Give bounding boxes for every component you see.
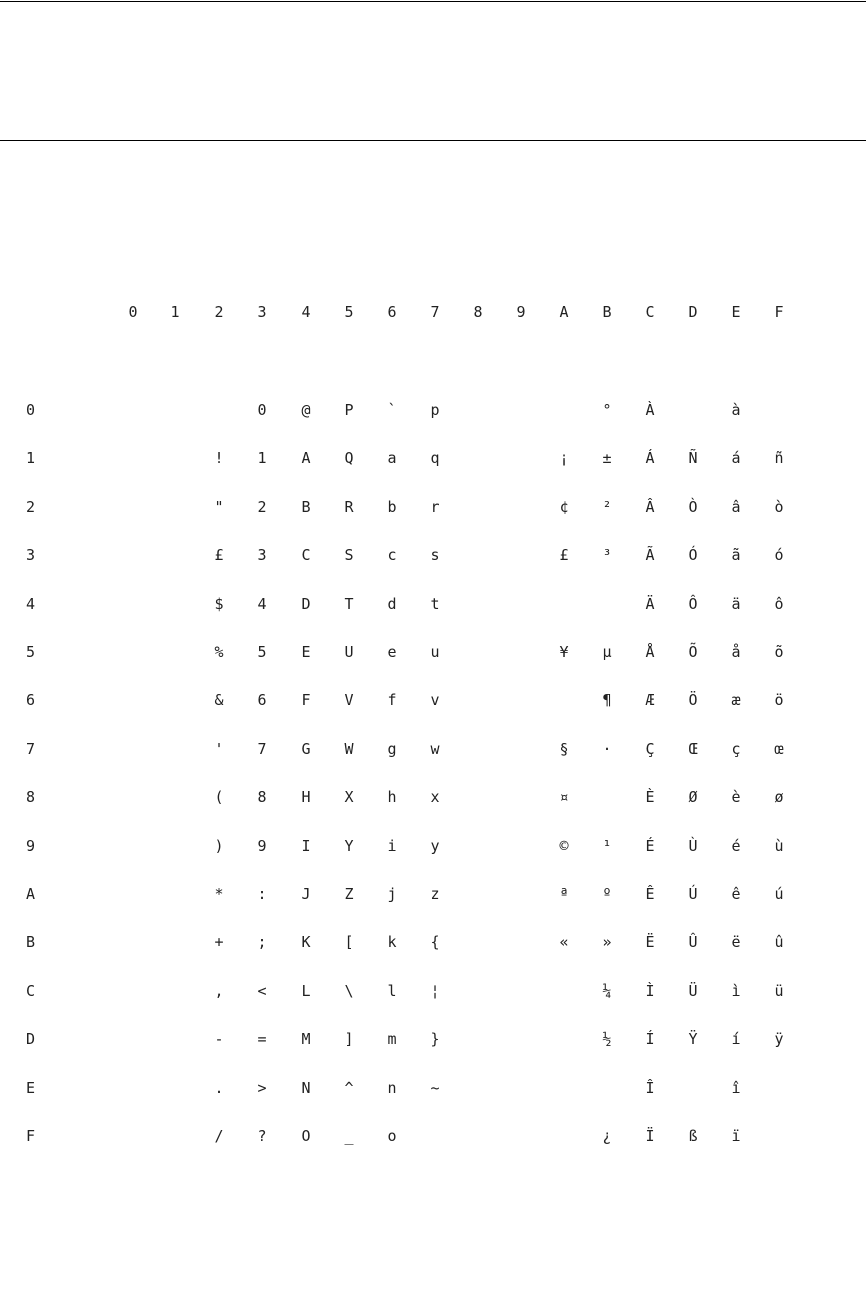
glyph-cell-f5: _ [344, 1127, 354, 1145]
glyph-cell-9b: ¹ [602, 837, 612, 855]
glyph-cell-37: s [430, 546, 440, 564]
glyph-cell-34: C [301, 546, 311, 564]
glyph-cell-ba: « [559, 933, 569, 951]
glyph-cell-5b: µ [602, 643, 612, 661]
glyph-cell-fe: ï [731, 1127, 741, 1145]
row-label-8: 8 [26, 788, 36, 806]
glyph-cell-67: v [430, 691, 440, 709]
glyph-cell-1e: á [731, 449, 741, 467]
glyph-cell-5a: ¥ [559, 643, 569, 661]
glyph-cell-1d: Ñ [688, 449, 698, 467]
glyph-cell-2c: Â [645, 498, 655, 516]
column-header-3: 3 [257, 303, 267, 321]
glyph-cell-1f: ñ [774, 449, 784, 467]
glyph-cell-b4: K [301, 933, 311, 951]
glyph-cell-96: i [387, 837, 397, 855]
glyph-cell-aa: ª [559, 885, 569, 903]
glyph-cell-c3: < [257, 982, 267, 1000]
glyph-cell-f6: o [387, 1127, 397, 1145]
glyph-cell-5d: Õ [688, 643, 698, 661]
glyph-cell-f4: O [301, 1127, 311, 1145]
glyph-cell-06: ` [387, 401, 397, 419]
column-header-6: 6 [387, 303, 397, 321]
glyph-cell-7e: ç [731, 740, 741, 758]
glyph-cell-2e: â [731, 498, 741, 516]
glyph-cell-27: r [430, 498, 440, 516]
column-header-7: 7 [430, 303, 440, 321]
row-label-1: 1 [26, 449, 36, 467]
glyph-cell-4f: ô [774, 595, 784, 613]
glyph-cell-5f: õ [774, 643, 784, 661]
glyph-cell-52: % [214, 643, 224, 661]
glyph-cell-b2: + [214, 933, 224, 951]
glyph-cell-0c: À [645, 401, 655, 419]
column-header-0: 0 [128, 303, 138, 321]
glyph-cell-36: c [387, 546, 397, 564]
glyph-cell-75: W [344, 740, 354, 758]
glyph-cell-3c: Ã [645, 546, 655, 564]
glyph-cell-b5: [ [344, 933, 354, 951]
glyph-cell-e5: ^ [344, 1079, 354, 1097]
glyph-cell-12: ! [214, 449, 224, 467]
glyph-cell-f2: / [214, 1127, 224, 1145]
glyph-cell-cb: ¼ [602, 982, 612, 1000]
glyph-cell-74: G [301, 740, 311, 758]
glyph-cell-a4: J [301, 885, 311, 903]
glyph-cell-72: ' [214, 740, 224, 758]
glyph-cell-9c: É [645, 837, 655, 855]
glyph-cell-66: f [387, 691, 397, 709]
glyph-cell-64: F [301, 691, 311, 709]
glyph-cell-a3: : [257, 885, 267, 903]
glyph-cell-57: u [430, 643, 440, 661]
glyph-cell-35: S [344, 546, 354, 564]
glyph-cell-6b: ¶ [602, 691, 612, 709]
glyph-cell-c2: , [214, 982, 224, 1000]
glyph-cell-b3: ; [257, 933, 267, 951]
glyph-cell-54: E [301, 643, 311, 661]
glyph-cell-9e: é [731, 837, 741, 855]
glyph-cell-04: @ [301, 401, 311, 419]
glyph-cell-42: $ [214, 595, 224, 613]
glyph-cell-3a: £ [559, 546, 569, 564]
glyph-cell-16: a [387, 449, 397, 467]
row-label-3: 3 [26, 546, 36, 564]
glyph-cell-6e: æ [731, 691, 741, 709]
glyph-cell-3f: ó [774, 546, 784, 564]
glyph-cell-fb: ¿ [602, 1127, 612, 1145]
glyph-cell-a2: * [214, 885, 224, 903]
glyph-cell-5c: Å [645, 643, 655, 661]
glyph-cell-24: B [301, 498, 311, 516]
glyph-cell-bd: Û [688, 933, 698, 951]
glyph-cell-7f: œ [774, 740, 784, 758]
glyph-cell-d2: - [214, 1030, 224, 1048]
glyph-cell-3d: Ó [688, 546, 698, 564]
glyph-cell-1b: ± [602, 449, 612, 467]
glyph-cell-3b: ³ [602, 546, 612, 564]
glyph-cell-ee: î [731, 1079, 741, 1097]
glyph-cell-cd: Ü [688, 982, 698, 1000]
row-label-f: F [26, 1127, 36, 1145]
glyph-cell-76: g [387, 740, 397, 758]
glyph-cell-56: e [387, 643, 397, 661]
glyph-cell-95: Y [344, 837, 354, 855]
glyph-cell-73: 7 [257, 740, 267, 758]
glyph-cell-2b: ² [602, 498, 612, 516]
glyph-cell-e4: N [301, 1079, 311, 1097]
column-header-f: F [774, 303, 784, 321]
glyph-cell-44: D [301, 595, 311, 613]
glyph-cell-ce: ì [731, 982, 741, 1000]
glyph-cell-ab: º [602, 885, 612, 903]
column-header-b: B [602, 303, 612, 321]
glyph-cell-df: ÿ [774, 1030, 784, 1048]
glyph-cell-e3: > [257, 1079, 267, 1097]
glyph-cell-ad: Ú [688, 885, 698, 903]
glyph-cell-c7: ¦ [430, 982, 440, 1000]
glyph-cell-86: h [387, 788, 397, 806]
column-header-1: 1 [170, 303, 180, 321]
glyph-cell-4d: Ô [688, 595, 698, 613]
glyph-cell-dc: Í [645, 1030, 655, 1048]
glyph-cell-cf: ü [774, 982, 784, 1000]
glyph-cell-55: U [344, 643, 354, 661]
glyph-cell-a6: j [387, 885, 397, 903]
glyph-cell-3e: ã [731, 546, 741, 564]
glyph-cell-8f: ø [774, 788, 784, 806]
glyph-cell-46: d [387, 595, 397, 613]
column-header-d: D [688, 303, 698, 321]
row-label-5: 5 [26, 643, 36, 661]
glyph-cell-e6: n [387, 1079, 397, 1097]
column-header-2: 2 [214, 303, 224, 321]
glyph-cell-8c: È [645, 788, 655, 806]
glyph-cell-1c: Á [645, 449, 655, 467]
glyph-cell-94: I [301, 837, 311, 855]
glyph-cell-83: 8 [257, 788, 267, 806]
row-label-9: 9 [26, 837, 36, 855]
glyph-cell-de: í [731, 1030, 741, 1048]
glyph-cell-33: 3 [257, 546, 267, 564]
glyph-cell-7d: Œ [688, 740, 698, 758]
glyph-cell-32: £ [214, 546, 224, 564]
glyph-cell-63: 6 [257, 691, 267, 709]
glyph-cell-87: x [430, 788, 440, 806]
row-label-e: E [26, 1079, 36, 1097]
glyph-cell-62: & [214, 691, 224, 709]
glyph-cell-c4: L [301, 982, 311, 1000]
row-label-0: 0 [26, 401, 36, 419]
glyph-cell-15: Q [344, 449, 354, 467]
glyph-cell-c5: \ [344, 982, 354, 1000]
glyph-cell-bf: û [774, 933, 784, 951]
glyph-cell-ec: Î [645, 1079, 655, 1097]
column-header-e: E [731, 303, 741, 321]
glyph-cell-13: 1 [257, 449, 267, 467]
glyph-cell-fc: Ï [645, 1127, 655, 1145]
glyph-cell-bc: Ë [645, 933, 655, 951]
glyph-cell-6f: ö [774, 691, 784, 709]
glyph-cell-47: t [430, 595, 440, 613]
glyph-cell-43: 4 [257, 595, 267, 613]
glyph-cell-25: R [344, 498, 354, 516]
glyph-cell-97: y [430, 837, 440, 855]
column-header-8: 8 [473, 303, 483, 321]
glyph-cell-14: A [301, 449, 311, 467]
glyph-cell-cc: Ì [645, 982, 655, 1000]
glyph-cell-65: V [344, 691, 354, 709]
glyph-cell-fd: ß [688, 1127, 698, 1145]
glyph-cell-7c: Ç [645, 740, 655, 758]
column-header-5: 5 [344, 303, 354, 321]
glyph-cell-e2: . [214, 1079, 224, 1097]
glyph-cell-85: X [344, 788, 354, 806]
glyph-cell-9a: © [559, 837, 569, 855]
glyph-cell-b7: { [430, 933, 440, 951]
glyph-cell-26: b [387, 498, 397, 516]
glyph-cell-92: ) [214, 837, 224, 855]
column-header-4: 4 [301, 303, 311, 321]
row-label-d: D [26, 1030, 36, 1048]
glyph-cell-d3: = [257, 1030, 267, 1048]
row-label-6: 6 [26, 691, 36, 709]
glyph-cell-03: 0 [257, 401, 267, 419]
glyph-cell-93: 9 [257, 837, 267, 855]
glyph-cell-6d: Ö [688, 691, 698, 709]
glyph-cell-ae: ê [731, 885, 741, 903]
glyph-cell-d7: } [430, 1030, 440, 1048]
glyph-cell-dd: Ÿ [688, 1030, 698, 1048]
glyph-cell-82: ( [214, 788, 224, 806]
glyph-cell-8a: ¤ [559, 788, 569, 806]
glyph-cell-af: ú [774, 885, 784, 903]
glyph-cell-f3: ? [257, 1127, 267, 1145]
glyph-cell-9f: ù [774, 837, 784, 855]
glyph-cell-db: ½ [602, 1030, 612, 1048]
glyph-cell-a5: Z [344, 885, 354, 903]
glyph-cell-4c: Ä [645, 595, 655, 613]
glyph-cell-a7: z [430, 885, 440, 903]
row-label-c: C [26, 982, 36, 1000]
glyph-cell-5e: å [731, 643, 741, 661]
glyph-cell-9d: Ù [688, 837, 698, 855]
column-header-9: 9 [516, 303, 526, 321]
glyph-cell-7b: · [602, 740, 612, 758]
glyph-cell-7a: § [559, 740, 569, 758]
row-label-2: 2 [26, 498, 36, 516]
row-label-4: 4 [26, 595, 36, 613]
glyph-cell-23: 2 [257, 498, 267, 516]
glyph-cell-0e: à [731, 401, 741, 419]
glyph-cell-77: w [430, 740, 440, 758]
glyph-cell-2d: Ò [688, 498, 698, 516]
glyph-cell-22: " [214, 498, 224, 516]
column-header-c: C [645, 303, 655, 321]
glyph-cell-b6: k [387, 933, 397, 951]
glyph-cell-45: T [344, 595, 354, 613]
row-label-a: A [26, 885, 36, 903]
glyph-cell-17: q [430, 449, 440, 467]
row-label-b: B [26, 933, 36, 951]
glyph-cell-d4: M [301, 1030, 311, 1048]
glyph-cell-ac: Ê [645, 885, 655, 903]
row-label-7: 7 [26, 740, 36, 758]
glyph-cell-1a: ¡ [559, 449, 569, 467]
glyph-cell-be: ë [731, 933, 741, 951]
glyph-cell-53: 5 [257, 643, 267, 661]
glyph-cell-07: p [430, 401, 440, 419]
glyph-cell-6c: Æ [645, 691, 655, 709]
glyph-cell-d5: ] [344, 1030, 354, 1048]
glyph-cell-05: P [344, 401, 354, 419]
glyph-cell-4e: ä [731, 595, 741, 613]
glyph-cell-8d: Ø [688, 788, 698, 806]
glyph-cell-0b: ° [602, 401, 612, 419]
glyph-cell-c6: l [387, 982, 397, 1000]
glyph-cell-84: H [301, 788, 311, 806]
glyph-cell-8e: è [731, 788, 741, 806]
column-header-a: A [559, 303, 569, 321]
glyph-cell-2f: ò [774, 498, 784, 516]
glyph-cell-e7: ~ [430, 1079, 440, 1097]
glyph-cell-bb: » [602, 933, 612, 951]
glyph-cell-2a: ¢ [559, 498, 569, 516]
glyph-cell-d6: m [387, 1030, 397, 1048]
